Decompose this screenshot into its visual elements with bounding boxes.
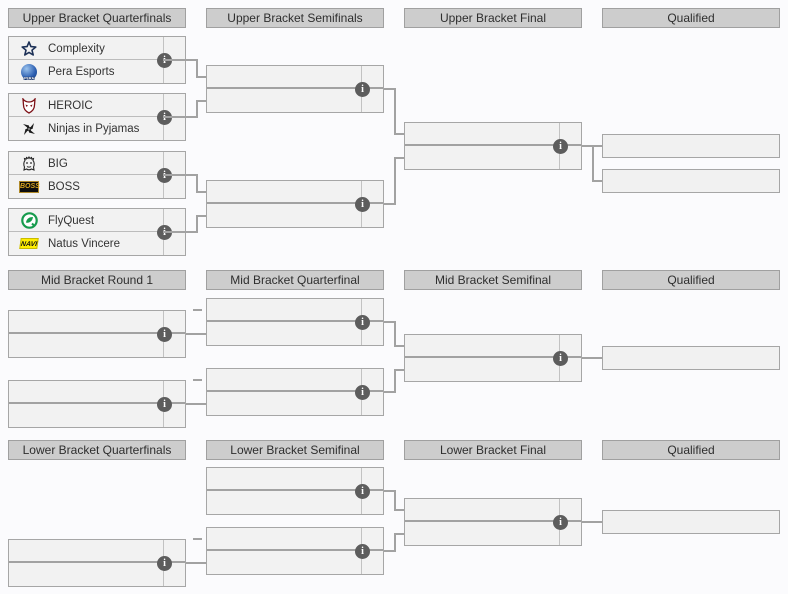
match-info-icon[interactable] [355, 544, 370, 559]
match-ub-final [404, 122, 582, 170]
team-name: Ninjas in Pyjamas [48, 122, 140, 135]
header-upper-bracket-semifinals: Upper Bracket Semifinals [206, 8, 384, 28]
info-glyph: i [163, 558, 166, 569]
connector [394, 533, 404, 535]
info-glyph: i [163, 399, 166, 410]
navi-wordmark-logo [20, 235, 38, 253]
flyquest-leaf-logo [20, 212, 38, 230]
match-mb-r1-2 [8, 380, 186, 428]
connector-stub [193, 379, 202, 381]
connector [394, 345, 404, 347]
boss-logo-text: BOSS [19, 181, 39, 193]
connector [196, 191, 206, 193]
header-upper-bracket-quarterfinals: Upper Bracket Quarterfinals [8, 8, 186, 28]
connector [394, 88, 396, 135]
info-glyph: i [163, 329, 166, 340]
match-mb-qf2 [206, 368, 384, 416]
team-name: Complexity [48, 42, 105, 55]
connector [186, 333, 206, 335]
team-row-nip[interactable] [9, 117, 164, 140]
info-glyph: i [361, 387, 364, 398]
connector [196, 76, 206, 78]
match-info-icon[interactable] [157, 327, 172, 342]
match-info-icon[interactable] [553, 515, 568, 530]
match-info-icon[interactable] [157, 397, 172, 412]
connector [394, 369, 404, 371]
connector [186, 403, 206, 405]
connector [196, 215, 206, 217]
team-row-navi[interactable] [9, 232, 164, 255]
match-info-icon[interactable] [157, 556, 172, 571]
connector [592, 180, 602, 182]
connector [196, 215, 198, 233]
pera-globe-logo [20, 63, 38, 81]
team-row-complexity[interactable] [9, 37, 164, 60]
match-lb-sf2 [206, 527, 384, 575]
connector [196, 100, 198, 118]
match-lb-final [404, 498, 582, 546]
connector [163, 116, 198, 118]
boss-wordmark-logo [20, 178, 38, 196]
heroic-mask-logo [20, 97, 38, 115]
match-mb-qf1 [206, 298, 384, 346]
connector-stub [193, 309, 202, 311]
info-glyph: i [361, 317, 364, 328]
nip-shuriken-logo [20, 120, 38, 138]
team-row-pera[interactable] [9, 60, 164, 83]
header-qualified-upper: Qualified [602, 8, 780, 28]
connector [582, 521, 602, 523]
header-qualified-lower: Qualified [602, 440, 780, 460]
connector-stub [193, 538, 202, 540]
connector [394, 369, 396, 393]
match-info-icon[interactable] [355, 385, 370, 400]
team-name: Pera Esports [48, 65, 115, 78]
match-info-icon[interactable] [355, 484, 370, 499]
info-glyph: i [361, 546, 364, 557]
connector [394, 533, 396, 552]
team-row-big[interactable] [9, 152, 164, 175]
connector [163, 59, 198, 61]
team-name: Natus Vincere [48, 237, 121, 250]
info-glyph: i [361, 199, 364, 210]
connector [394, 509, 404, 511]
connector [196, 100, 206, 102]
team-name: BIG [48, 157, 68, 170]
match-ub-sf1 [206, 65, 384, 113]
connector [186, 562, 206, 564]
connector [394, 321, 396, 347]
match-info-icon[interactable] [355, 315, 370, 330]
header-mid-bracket-round1: Mid Bracket Round 1 [8, 270, 186, 290]
team-name: HEROIC [48, 99, 93, 112]
match-ub-qf1 [8, 36, 186, 84]
big-gorilla-logo [20, 155, 38, 173]
header-mid-bracket-semifinal: Mid Bracket Semifinal [404, 270, 582, 290]
match-info-icon[interactable] [553, 139, 568, 154]
header-mid-bracket-quarterfinal: Mid Bracket Quarterfinal [206, 270, 384, 290]
connector [394, 157, 396, 205]
pera-logo-text: PERA [24, 75, 35, 80]
match-info-icon[interactable] [553, 351, 568, 366]
match-mb-sf [404, 334, 582, 382]
connector [592, 145, 594, 182]
info-glyph: i [361, 84, 364, 95]
header-lower-bracket-final: Lower Bracket Final [404, 440, 582, 460]
match-ub-qf2 [8, 93, 186, 141]
connector [394, 157, 404, 159]
team-row-boss[interactable] [9, 175, 164, 198]
header-qualified-mid: Qualified [602, 270, 780, 290]
connector [394, 133, 404, 135]
match-info-icon[interactable] [355, 82, 370, 97]
header-lower-bracket-quarterfinals: Lower Bracket Quarterfinals [8, 440, 186, 460]
team-row-heroic[interactable] [9, 94, 164, 117]
header-upper-bracket-final: Upper Bracket Final [404, 8, 582, 28]
info-glyph: i [361, 486, 364, 497]
connector [582, 357, 602, 359]
header-lower-bracket-semifinal: Lower Bracket Semifinal [206, 440, 384, 460]
team-name: BOSS [48, 180, 80, 193]
qualified-slot-mid [602, 346, 780, 370]
connector [163, 174, 198, 176]
match-ub-qf3 [8, 151, 186, 199]
connector [163, 231, 198, 233]
team-name: FlyQuest [48, 214, 95, 227]
qualified-slot-lower [602, 510, 780, 534]
match-lb-qf [8, 539, 186, 587]
match-ub-qf4 [8, 208, 186, 256]
navi-logo-text: NAVI [19, 238, 39, 249]
complexity-star-logo [20, 40, 38, 58]
connector [394, 490, 396, 511]
info-glyph: i [559, 517, 562, 528]
info-glyph: i [559, 353, 562, 364]
info-glyph: i [559, 141, 562, 152]
team-row-flyquest[interactable] [9, 209, 164, 232]
match-ub-sf2 [206, 180, 384, 228]
match-lb-sf1 [206, 467, 384, 515]
match-mb-r1-1 [8, 310, 186, 358]
qualified-slot-upper-2 [602, 169, 780, 193]
match-info-icon[interactable] [355, 197, 370, 212]
qualified-slot-upper-1 [602, 134, 780, 158]
